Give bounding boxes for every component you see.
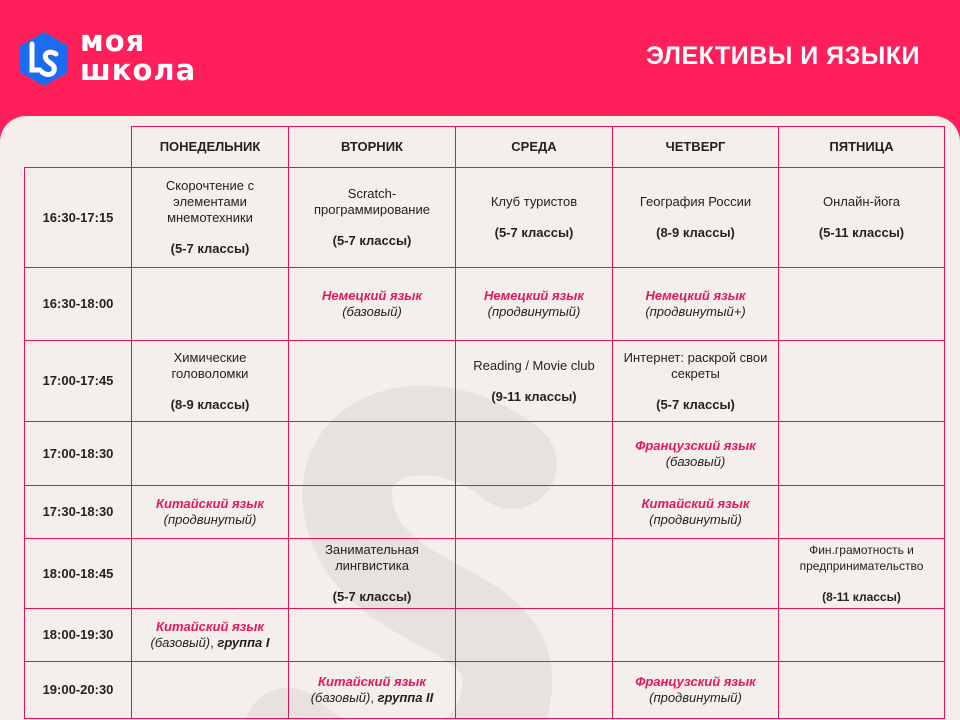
time-slot: 17:00-18:30 (25, 422, 132, 486)
page-title: ЭЛЕКТИВЫ И ЯЗЫКИ (646, 42, 920, 70)
schedule-cell (289, 486, 456, 539)
language-level: (продвинутый) (649, 690, 742, 705)
table-header-row (25, 127, 945, 168)
schedule-cell (132, 662, 289, 719)
course-name: Клуб туристов (490, 194, 578, 209)
table-row (25, 539, 945, 609)
course-name: Фин.грамотность и предпринимательство (799, 543, 924, 573)
table-row (25, 422, 945, 486)
time-slot: 17:30-18:30 (25, 486, 132, 539)
schedule-cell (613, 341, 779, 422)
course-grade: (5-11 классы) (818, 225, 905, 240)
table-row (25, 486, 945, 539)
language-name: Немецкий язык (322, 288, 422, 303)
language-name: Немецкий язык (484, 288, 584, 303)
time-slot: 18:00-18:45 (25, 539, 132, 609)
schedule-cell (456, 662, 613, 719)
schedule-cell (456, 609, 613, 662)
day-header: СРЕДА (456, 127, 613, 168)
schedule-cell (132, 168, 289, 268)
schedule-cell (456, 341, 613, 422)
language-group: группа II (377, 690, 434, 705)
language-level: (базовый) (310, 690, 371, 705)
logo-icon (18, 30, 70, 88)
header (0, 0, 960, 118)
schedule-cell (132, 341, 289, 422)
language-level: (базовый) (665, 453, 726, 469)
schedule-table (24, 126, 945, 719)
language-level: (продвинутый) (649, 512, 742, 527)
language-level: (базовый) (150, 635, 211, 650)
schedule-cell (456, 268, 613, 341)
schedule-cell (613, 268, 779, 341)
schedule-cell (613, 609, 779, 662)
schedule-cell (779, 422, 945, 486)
schedule-cell (132, 486, 289, 539)
schedule-cell (289, 539, 456, 609)
schedule-cell (779, 539, 945, 609)
language-name: Немецкий язык (645, 288, 746, 303)
time-slot: 16:30-17:15 (25, 168, 132, 268)
table-row (25, 268, 945, 341)
table-row (25, 609, 945, 662)
logo-line1: моя (80, 24, 146, 58)
course-grade: (9-11 классы) (491, 388, 577, 404)
course-name: Занимательная лингвистика (325, 542, 419, 573)
schedule-cell (613, 539, 779, 609)
language-name: Китайский язык (641, 496, 750, 511)
course-name: География России (639, 194, 752, 209)
schedule-cell (779, 609, 945, 662)
time-slot: 18:00-19:30 (25, 609, 132, 662)
schedule-cell (456, 486, 613, 539)
table-corner (25, 127, 132, 168)
course-grade: (5-7 классы) (170, 241, 250, 256)
time-slot: 17:00-17:45 (25, 341, 132, 422)
schedule-cell (613, 662, 779, 719)
schedule-cell (289, 268, 456, 341)
day-header: ПОНЕДЕЛЬНИК (132, 127, 289, 168)
language-name: Французский язык (635, 674, 756, 689)
schedule-cell (779, 662, 945, 719)
language-name: Французский язык (635, 437, 756, 453)
schedule-cell (779, 268, 945, 341)
schedule-cell (132, 422, 289, 486)
logo-text (80, 24, 197, 87)
schedule-cell (456, 539, 613, 609)
day-header: ВТОРНИК (289, 127, 456, 168)
language-level: (продвинутый) (163, 512, 257, 527)
logo-line2: школа (80, 53, 197, 87)
course-name: Химические головоломки (171, 349, 249, 381)
schedule-cell (613, 422, 779, 486)
language-name: Китайский язык (156, 496, 264, 511)
course-grade: (8-9 классы) (170, 396, 250, 412)
table-row (25, 662, 945, 719)
schedule-panel (0, 116, 960, 720)
time-slot: 19:00-20:30 (25, 662, 132, 719)
course-grade: (5-7 классы) (332, 233, 412, 248)
day-header: ПЯТНИЦА (779, 127, 945, 168)
schedule-cell (289, 609, 456, 662)
language-level: (базовый) (342, 304, 402, 319)
course-grade: (5-7 классы) (656, 396, 735, 412)
schedule-cell (613, 168, 779, 268)
course-name: Scratch-программирование (314, 186, 430, 217)
course-grade: (8-11 классы) (822, 590, 901, 604)
language-group: группа I (217, 635, 270, 650)
table-row (25, 168, 945, 268)
schedule-cell (456, 168, 613, 268)
course-grade: (8-9 классы) (656, 225, 735, 240)
course-grade: (5-7 классы) (494, 225, 574, 240)
schedule-cell (289, 168, 456, 268)
schedule-cell (456, 422, 613, 486)
schedule-cell (289, 422, 456, 486)
course-name: Интернет: раскрой свои секреты (623, 349, 768, 381)
schedule-cell (132, 268, 289, 341)
language-name: Китайский язык (156, 619, 264, 634)
schedule-cell (613, 486, 779, 539)
schedule-cell (779, 486, 945, 539)
time-slot: 16:30-18:00 (25, 268, 132, 341)
schedule-cell (779, 341, 945, 422)
schedule-cell: Китайский язык (базовый), группа I (132, 609, 289, 662)
schedule-cell: Китайский язык (базовый), группа II (289, 662, 456, 719)
schedule-cell (289, 341, 456, 422)
table-row (25, 341, 945, 422)
course-name: Скорочтение с элементами мнемотехники (165, 178, 255, 225)
language-level: (продвинутый) (487, 304, 581, 319)
schedule-cell (132, 539, 289, 609)
course-name: Reading / Movie club (473, 357, 595, 373)
schedule-cell (779, 168, 945, 268)
course-grade: (5-7 классы) (332, 589, 412, 604)
language-level: (продвинутый+) (645, 304, 746, 319)
day-header: ЧЕТВЕРГ (613, 127, 779, 168)
language-name: Китайский язык (318, 674, 426, 689)
course-name: Онлайн-йога (822, 194, 901, 209)
